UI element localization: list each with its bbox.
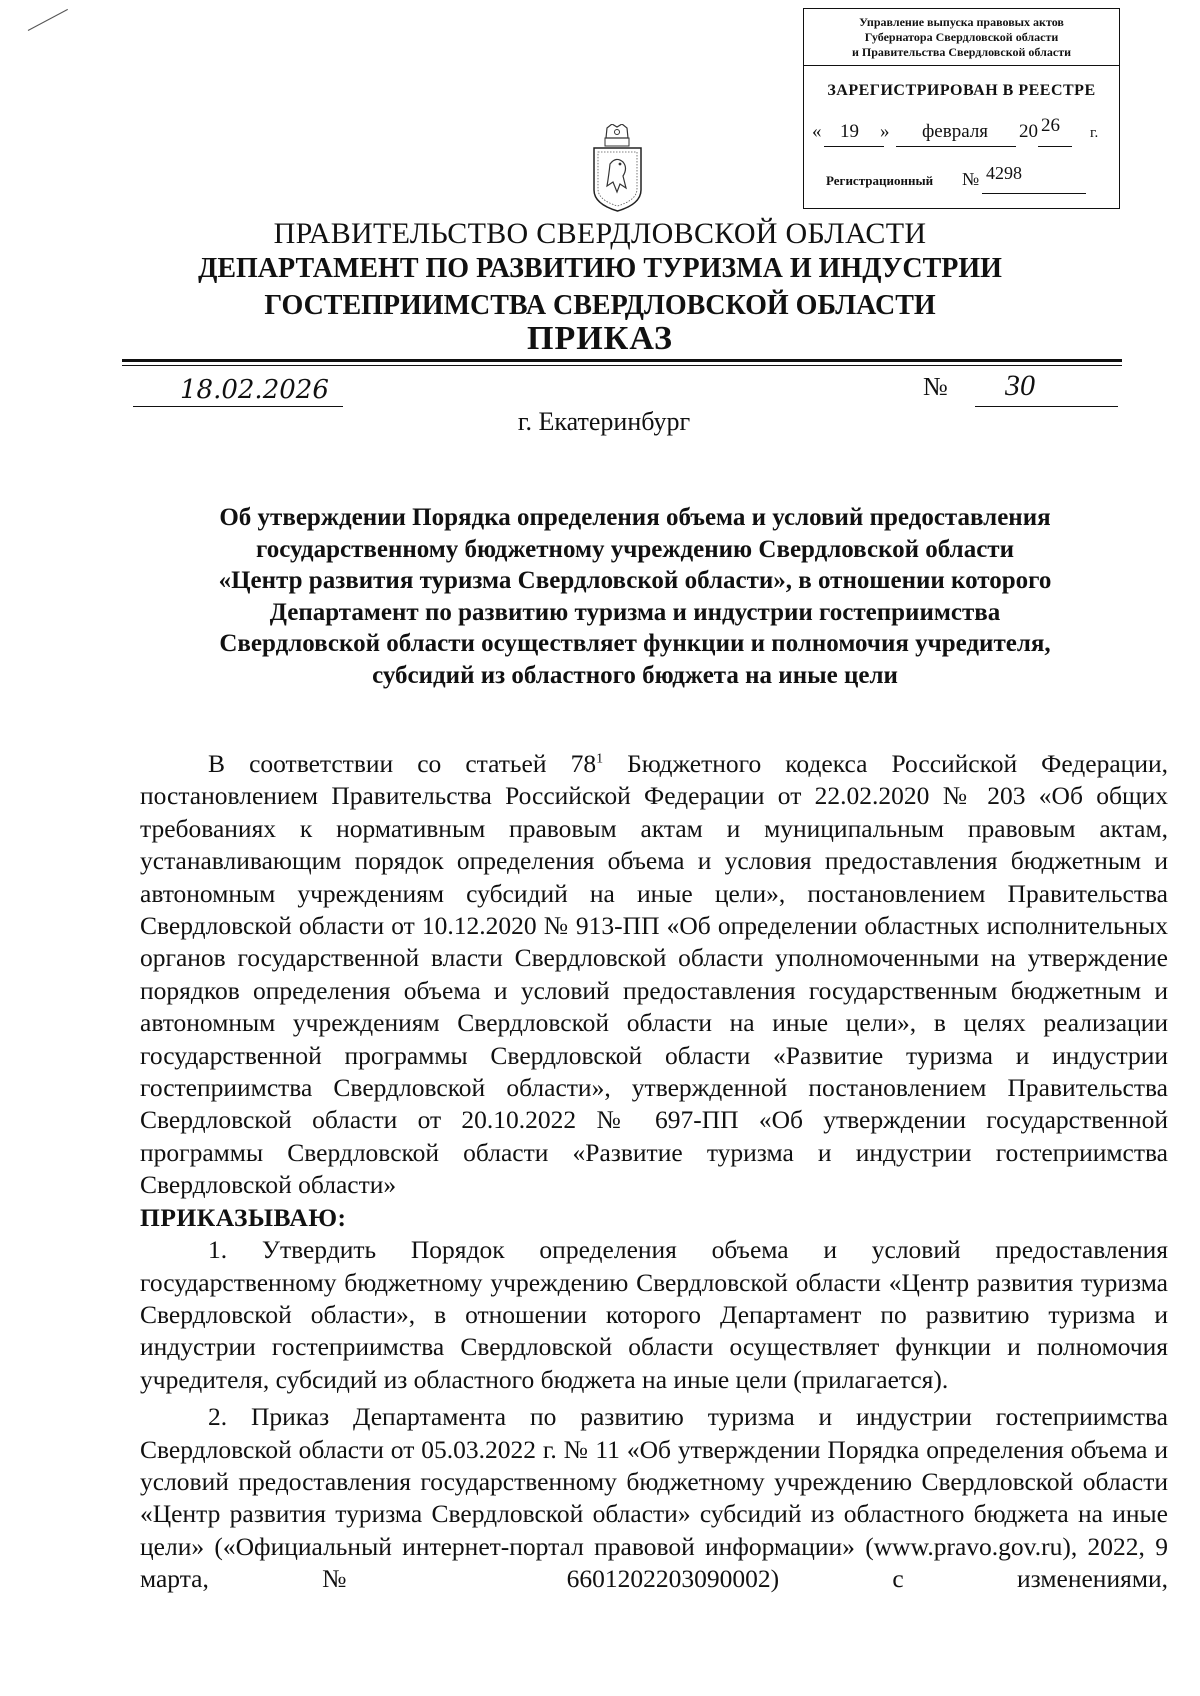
header-rule xyxy=(122,359,1122,362)
document-body xyxy=(140,748,1168,1596)
order-date: 18.02.2026 xyxy=(180,375,329,405)
document-title xyxy=(140,502,1130,691)
document-type: ПРИКАЗ xyxy=(527,320,673,357)
open-quote: « xyxy=(812,121,822,142)
registry-year-prefix: 20 xyxy=(1019,121,1038,142)
registry-number-label: Регистрационный xyxy=(826,173,934,188)
header-rule-thin xyxy=(122,365,1122,366)
city: г. Екатеринбург xyxy=(517,407,691,436)
title-line: государственному бюджетному учреждению Свердловской области xyxy=(256,535,1014,563)
title-line: Свердловской области осуществляет функции и полномочия учредителя, xyxy=(219,630,1051,657)
department-name xyxy=(0,250,1200,324)
department-line: ДЕПАРТАМЕНТ ПО РАЗВИТИЮ ТУРИЗМА И ИНДУСТРИИ xyxy=(198,253,1002,284)
registry-office-line: и Правительства Свердловской области xyxy=(852,44,1071,59)
coat-of-arms-icon xyxy=(590,124,645,212)
registry-year-abbr: г. xyxy=(1090,125,1099,141)
item-2: 2. Приказ Департамента по развитию туризма и индустрии гостеприимства Свердловской области от 05.03.2022 г. № 11 «Об утверждении Порядка определения объема и условий предоставления государственному бюджетному учреждению Свердловской области «Центр развития туризма Свердловской области» субсидий из областного бюджета на иные цели» («Официальный интернет-портал правовой информации» (www.pravo.gov.ru), 2022, 9 марта, № 6601202203090002) с изменениями, xyxy=(140,1402,1168,1594)
registry-office-line: Управление выпуска правовых актов xyxy=(859,14,1064,29)
government-name: ПРАВИТЕЛЬСТВО СВЕРДЛОВСКОЙ ОБЛАСТИ xyxy=(273,217,927,250)
registry-date xyxy=(812,115,1119,147)
registry-day: 19 xyxy=(840,121,859,142)
pen-mark xyxy=(28,9,68,31)
directive: ПРИКАЗЫВАЮ: xyxy=(140,1202,347,1232)
registry-number xyxy=(826,163,1119,193)
registry-number-sign: № xyxy=(962,169,980,189)
registry-year-suffix: 26 xyxy=(1041,115,1060,136)
title-line: Об утверждении Порядка определения объема и условий предоставления xyxy=(219,504,1051,531)
registry-month: февраля xyxy=(922,121,989,142)
title-line: субсидий из областного бюджета на иные цели xyxy=(372,661,898,689)
title-line: «Центр развития туризма Свердловской области», в отношении которого xyxy=(218,567,1052,594)
order-number-sign: № xyxy=(923,372,948,401)
department-line: ГОСТЕПРИИМСТВА СВЕРДЛОВСКОЙ ОБЛАСТИ xyxy=(264,290,936,321)
registry-number-value: 4298 xyxy=(986,163,1022,183)
close-quote: » xyxy=(880,121,890,142)
preamble: В соответствии со статьей $78^1$ Бюджетного кодекса Российской Федерации, постановлением Правительства Российской Федерации от 22.02.2020 № 203 «Об общих требованиях к нормативным правовым актам и муниципальным правовым актам, устанавливающим порядок определения объема и условия предоставления бюджетным и автономным учреждениям субсидий на иные цели», постановлением Правительства Свердловской области от 10.12.2020 № 913-ПП «Об определении областных исполнительных органов государственной власти Свердловской области уполномоченными на утверждение порядков определения объема и условий предоставления государственным бюджетным и автономным учреждениям Свердловской области на иные цели», в целях реализации государственной программы Свердловской области «Развитие туризма и индустрии гостеприимства Свердловской области», утвержденной постановлением Правительства Свердловской области от 20.10.2022 № 697-ПП «Об утверждении государственной программы Свердловской области «Развитие туризма и индустрии гостеприимства Свердловской области» xyxy=(140,749,1168,1200)
registry-office xyxy=(804,9,1119,66)
title-line: Департамент по развитию туризма и индустрии гостеприимства xyxy=(269,598,1001,626)
registry-office-line: Губернатора Свердловской области xyxy=(864,29,1059,44)
registry-stamp xyxy=(803,8,1120,209)
item-1: 1. Утвердить Порядок определения объема и условий предоставления государственному бюджетному учреждению Свердловской области «Центр развития туризма Свердловской области», в отношении которого Департамент по развитию туризма и индустрии гостеприимства Свердловской области осуществляет функции и полномочия учредителя, субсидий из областного бюджета на иные цели (прилагается). xyxy=(140,1235,1168,1394)
registry-status: ЗАРЕГИСТРИРОВАН В РЕЕСТРЕ xyxy=(827,82,1096,99)
order-number: 30 xyxy=(1005,369,1035,402)
